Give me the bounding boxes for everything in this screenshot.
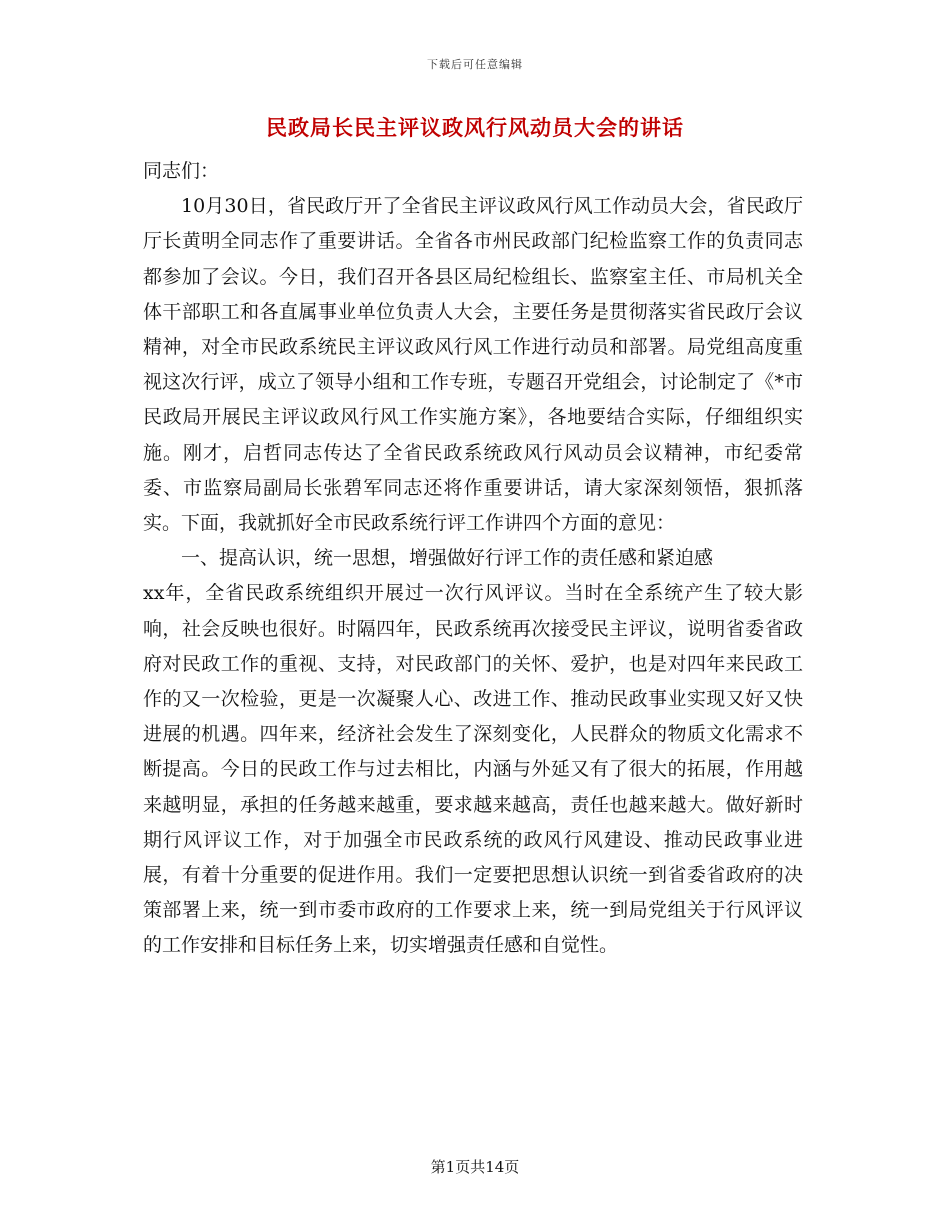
header-note: 下载后可任意编辑 [427, 58, 523, 71]
paragraph-intro: 10月30日，省民政厅开了全省民主评议政风行风工作动员大会，省民政厅厅长黄明全同志作了重要讲话。全省各市州民政部门纪检监察工作的负责同志都参加了会议。今日，我们召开各县区局纪检组长、监察室主任、市局机关全体干部职工和各直属事业单位负责人大会，主要任务是贯彻落实省民政厅会议精神，对全市民政系统民主评议政风行风工作进行动员和部署。局党组高度重视这次行评，成立了领导小组和工作专班，专题召开党组会，讨论制定了《*市民政局开展民主评议政风行风工作实施方案》，各地要结合实际，仔细组织实施。刚才，启哲同志传达了全省民政系统政风行风动员会议精神，市纪委常委、市监察局副局长张碧军同志还将作重要讲话，请大家深刻领悟，狠抓落实。下面，我就抓好全市民政系统行评工作讲四个方面的意见： [143, 195, 803, 535]
page-number-footer: 第1页共14页 [430, 1158, 520, 1176]
salutation: 同志们： [143, 160, 220, 182]
section-heading-1: 一、提高认识，统一思想，增强做好行评工作的责任感和紧迫感 [181, 547, 714, 570]
document-title: 民政局长民主评议政风行风动员大会的讲话 [266, 115, 684, 140]
paragraph-section-1: xx年，全省民政系统组织开展过一次行风评议。当时在全系统产生了较大影响，社会反映也很好。时隔四年，民政系统再次接受民主评议，说明省委省政府对民政工作的重视、支持，对民政部门的关怀、爱护，也是对四年来民政工作的又一次检验，更是一次凝聚人心、改进工作、推动民政事业实现又好又快进展的机遇。四年来，经济社会发生了深刻变化，人民群众的物质文化需求不断提高。今日的民政工作与过去相比，内涵与外延又有了很大的拓展，作用越来越明显，承担的任务越来越重，要求越来越高，责任也越来越大。做好新时期行风评议工作，对于加强全市民政系统的政风行风建设、推动民政事业进展，有着十分重要的促进作用。我们一定要把思想认识统一到省委省政府的决策部署上来，统一到市委市政府的工作要求上来，统一到局党组关于行风评议的工作安排和目标任务上来，切实增强责任感和自觉性。 [143, 582, 803, 957]
document-body [143, 154, 803, 964]
